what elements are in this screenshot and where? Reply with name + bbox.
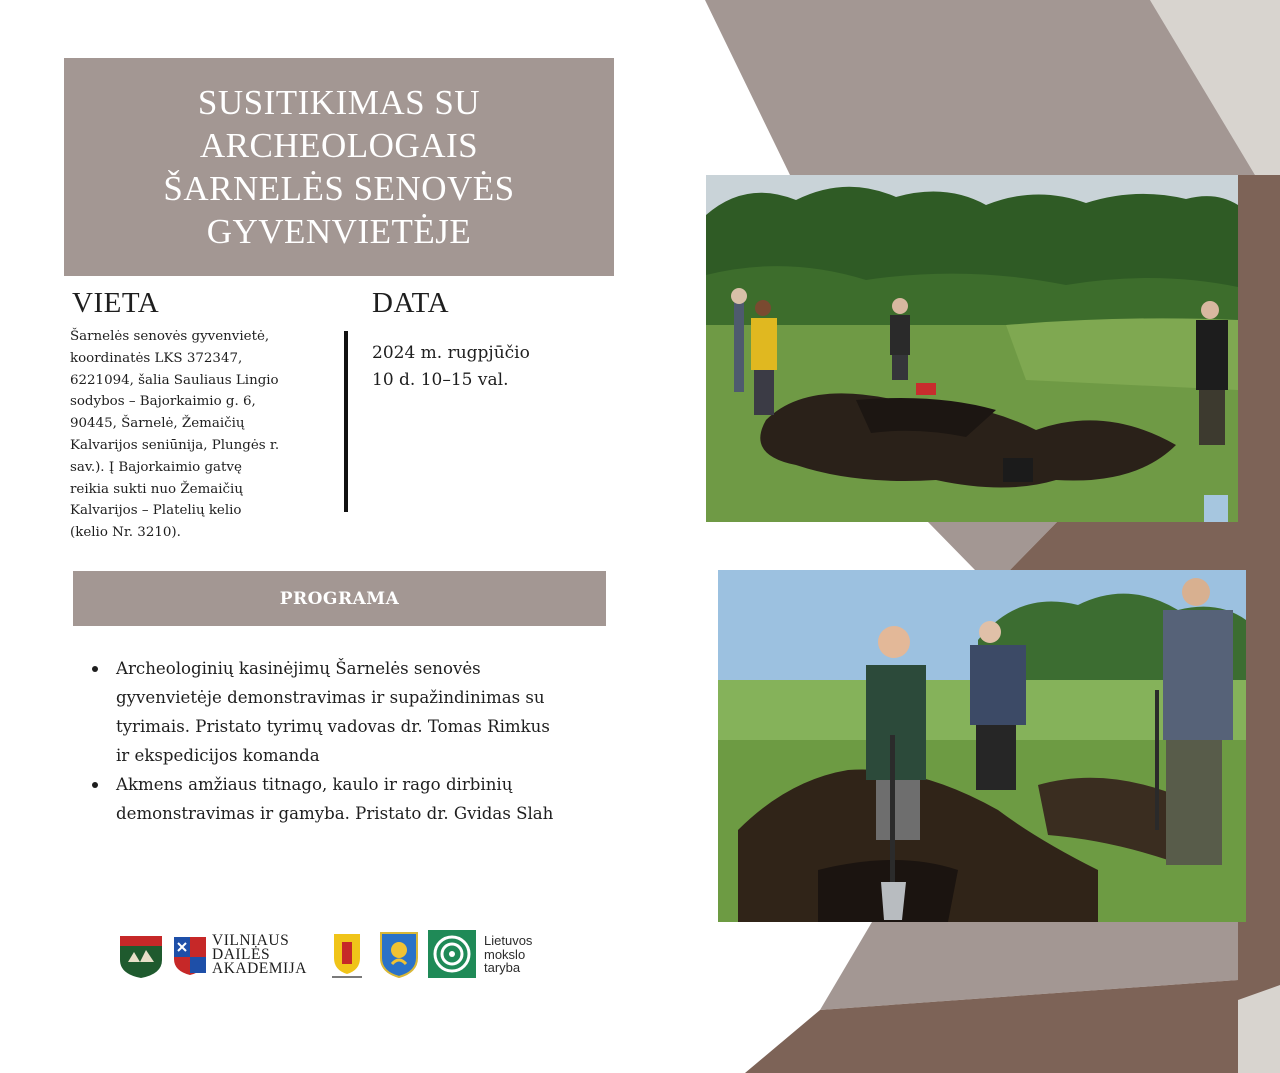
location-line: sav.). Į Bajorkaimio gatvę xyxy=(70,459,242,475)
location-line: (kelio Nr. 3210). xyxy=(70,525,181,541)
program-list xyxy=(92,654,682,828)
title-line: ARCHEOLOGAIS xyxy=(199,126,479,165)
vda-crest-icon xyxy=(172,935,208,975)
location-line: koordinatės LKS 372347, xyxy=(70,350,243,366)
program-line: Akmens amžiaus titnago, kaulo ir rago dirbinių xyxy=(116,775,513,794)
title-line: SUSITIKIMAS SU xyxy=(197,83,481,122)
program-header xyxy=(73,571,606,626)
program-item xyxy=(92,770,682,828)
photo-excavation-site xyxy=(706,175,1238,522)
date-text xyxy=(372,340,530,394)
zemaitija-national-park-logo xyxy=(116,930,166,978)
location-line: sodybos – Bajorkaimio g. 6, xyxy=(70,394,256,410)
lmt-line: Lietuvos xyxy=(484,933,533,948)
lmt-line: mokslo xyxy=(484,946,526,962)
vda-line: DAILĖS xyxy=(212,946,271,963)
divider-line xyxy=(344,331,348,512)
vda-name xyxy=(212,934,307,976)
date-line: 10 d. 10–15 val. xyxy=(372,370,509,390)
title-line: GYVENVIETĖJE xyxy=(206,212,472,251)
program-line: gyvenvietėje demonstravimas ir supažindinimas su xyxy=(116,688,545,707)
page-title xyxy=(163,81,514,253)
program-label: PROGRAMA xyxy=(279,588,400,609)
program-line: ir ekspedicijos komanda xyxy=(116,746,320,765)
date-line: 2024 m. rugpjūčio xyxy=(372,343,530,363)
program-line: tyrimais. Pristato tyrimų vadovas dr. Tomas Rimkus xyxy=(116,717,550,736)
location-line: Kalvarijos – Platelių kelio xyxy=(70,503,242,519)
program-item xyxy=(92,654,682,770)
photo-team xyxy=(718,570,1246,922)
location-line: reikia sukti nuo Žemaičių xyxy=(70,481,243,497)
program-line: Archeologinių kasinėjimų Šarnelės senovės xyxy=(116,659,481,678)
title-line: ŠARNELĖS SENOVĖS xyxy=(163,169,515,208)
location-label: VIETA xyxy=(72,287,160,319)
vda-line: VILNIAUS xyxy=(212,932,290,949)
location-line: Šarnelės senovės gyvenvietė, xyxy=(70,329,270,344)
location-text xyxy=(70,326,332,544)
lmt-logo xyxy=(428,930,476,978)
vda-line: AKADEMIJA xyxy=(212,960,307,977)
plunge-district-crest-icon xyxy=(378,930,420,978)
location-line: 90445, Šarnelė, Žemaičių xyxy=(70,416,245,432)
date-label: DATA xyxy=(372,287,450,319)
title-box xyxy=(64,58,614,276)
lmt-line: taryba xyxy=(484,960,521,975)
shape-light-bottom xyxy=(1238,985,1280,1073)
program-line: demonstravimas ir gamyba. Pristato dr. Gvidas Slah xyxy=(116,804,554,823)
klaipeda-university-logo xyxy=(330,932,364,980)
location-line: Kalvarijos seniūnija, Plungės r. xyxy=(70,437,280,453)
lmt-name xyxy=(484,934,532,975)
location-line: 6221094, šalia Sauliaus Lingio xyxy=(70,372,279,388)
